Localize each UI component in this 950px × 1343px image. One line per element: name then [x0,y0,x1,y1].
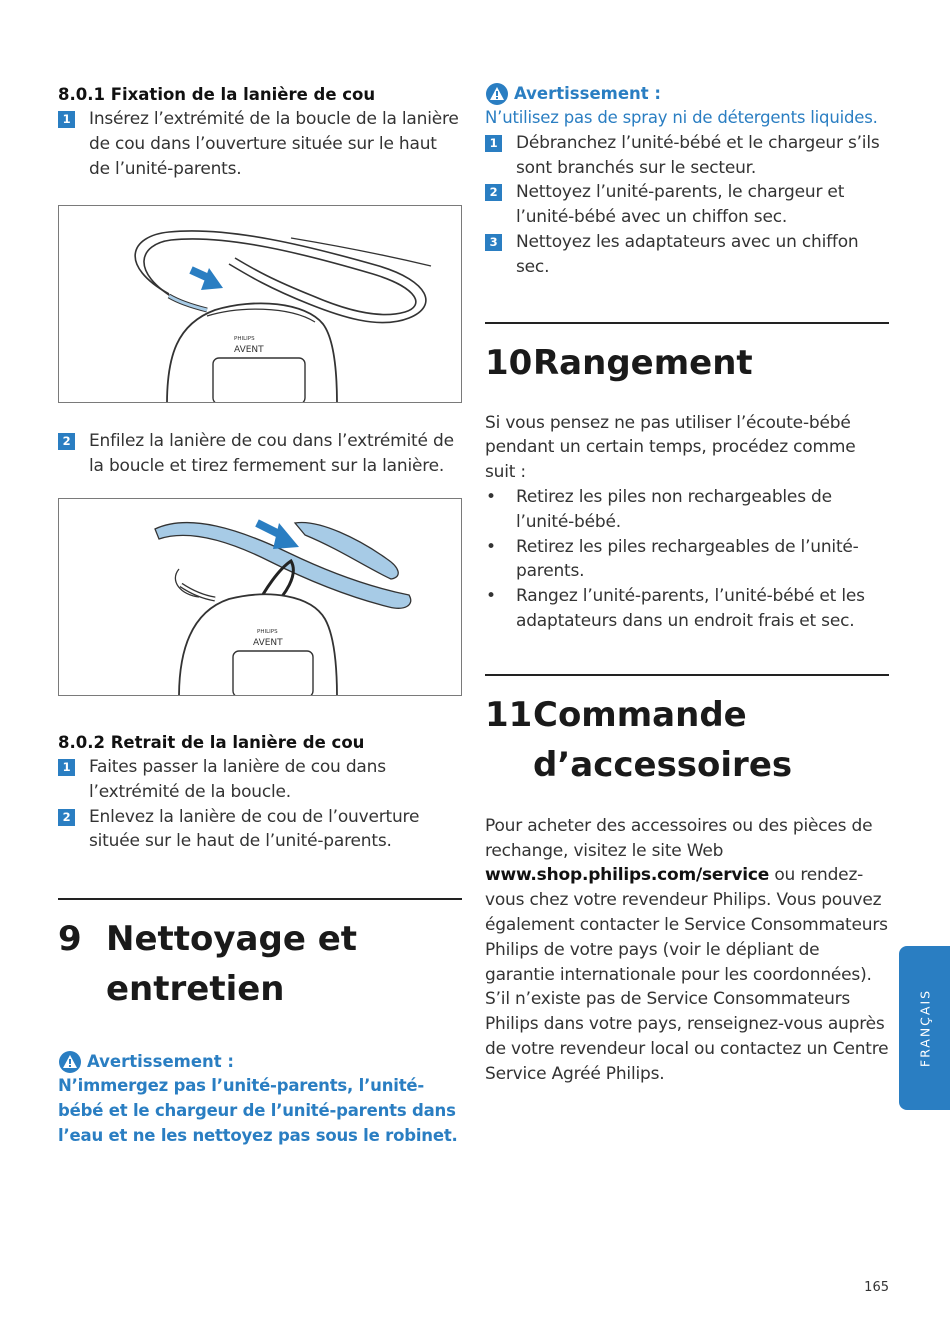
brand-main-label: AVENT [253,637,283,648]
warning-icon [485,82,509,106]
cleaning-step-2 [485,180,889,230]
step-text: Enfilez la lanière de cou dans l’extrémité de la boucle et tirez fermement sur la lanière. [89,431,454,477]
accessories-text-start: Pour acheter des accessoires ou des pièces de rechange, visitez le site Web [485,815,873,861]
chapter-10-heading [485,338,889,388]
brand-top-label: PHILIPS [257,628,278,635]
figure-lanyard-pull [58,498,462,696]
storage-bullet-3 [485,584,889,634]
page-number: 165 [864,1280,889,1295]
chapter-title: Rangement [533,342,753,383]
brand-top-label: PHILIPS [234,336,255,343]
shop-link[interactable]: www.shop.philips.com/service [485,865,770,886]
brand-main-label: AVENT [234,345,264,356]
section-802-title: 8.0.2 Retrait de la lanière de cou [58,732,365,752]
chapter-title: Commande d’accessoires [533,694,793,785]
arrow-icon [191,268,223,290]
storage-bullet-2 [485,535,889,585]
step-number: 1 [58,759,75,776]
step-text: Nettoyez les adaptateurs avec un chiffon sec. [516,231,859,277]
chapter-9-heading [58,914,462,1014]
storage-intro: Si vous pensez ne pas utiliser l’écoute-bébé pendant un certain temps, procédez comme suit : [485,412,856,483]
step-802-2 [58,805,462,855]
right-column [485,82,889,1087]
step-number: 2 [58,809,75,826]
step-802-1 [58,755,462,805]
warning-heading [485,82,889,106]
cleaning-step-3 [485,230,889,280]
left-column [58,82,462,1149]
figure-lanyard-insert [58,205,462,403]
warning-text: N’immergez pas l’unité-parents, l’unité-bébé et le chargeur de l’unité-parents dans l’eau et ne les nettoyez pas sous le robinet. [58,1076,458,1145]
language-tab [899,946,950,1110]
step-text: Nettoyez l’unité-parents, le chargeur et l’unité-bébé avec un chiffon sec. [516,182,845,228]
bullet-text: Retirez les piles rechargeables de l’unité-parents. [516,536,859,582]
bullet-mark: • [486,536,496,557]
bullet-mark: • [486,586,496,607]
warning-text: N’utilisez pas de spray ni de détergents liquides. [485,108,878,127]
section-801-title: 8.0.1 Fixation de la lanière de cou [58,85,376,104]
step-801-2 [58,429,462,479]
accessories-paragraph [485,814,889,1087]
language-label: FRANÇAIS [917,988,932,1068]
step-text: Débranchez l’unité-bébé et le chargeur s’ils sont branchés sur le secteur. [516,132,880,178]
bullet-mark: • [486,486,496,507]
step-801-1 [58,107,462,181]
chapter-title: Nettoyage et entretien [106,919,358,1010]
chapter-number: 11 [485,694,533,735]
warning-title: Avertissement : [87,1052,235,1072]
step-number: 2 [58,433,75,450]
chapter-number: 9 [58,919,82,960]
warning-icon [58,1050,82,1074]
step-text: Enlevez la lanière de cou de l’ouverture située sur le haut de l’unité-parents. [89,806,420,852]
warning-heading [58,1050,462,1074]
chapter-number: 10 [485,342,533,383]
bullet-text: Rangez l’unité-parents, l’unité-bébé et les adaptateurs dans un endroit frais et sec. [516,586,865,631]
step-number: 3 [485,234,502,251]
step-number: 2 [485,184,502,201]
illustration-lanyard-pull [59,499,462,696]
accessories-text-end: ou rendez-vous chez votre revendeur Philips. Vous pouvez également contacter le Service Consommateurs Philips de votre pays (voir le dépliant de garantie internationale pour les coordonnées). S’il n’existe pas de Service Consommateurs Philips dans votre pays, renseignez-vous auprès de votre revendeur local ou contactez un Centre Service Agréé Philips. [485,865,889,1084]
step-text: Insérez l’extrémité de la boucle de la lanière de cou dans l’ouverture située sur le haut de l’unité-parents. [89,109,459,179]
storage-bullet-1 [485,485,889,535]
cleaning-step-1 [485,131,889,181]
chapter-11-heading [485,690,889,790]
illustration-lanyard-insert [59,206,462,403]
warning-title: Avertissement : [514,84,662,103]
step-number: 1 [485,135,502,152]
step-text: Faites passer la lanière de cou dans l’extrémité de la boucle. [89,756,386,802]
step-number: 1 [58,111,75,128]
bullet-text: Retirez les piles non rechargeables de l’unité-bébé. [516,486,832,532]
